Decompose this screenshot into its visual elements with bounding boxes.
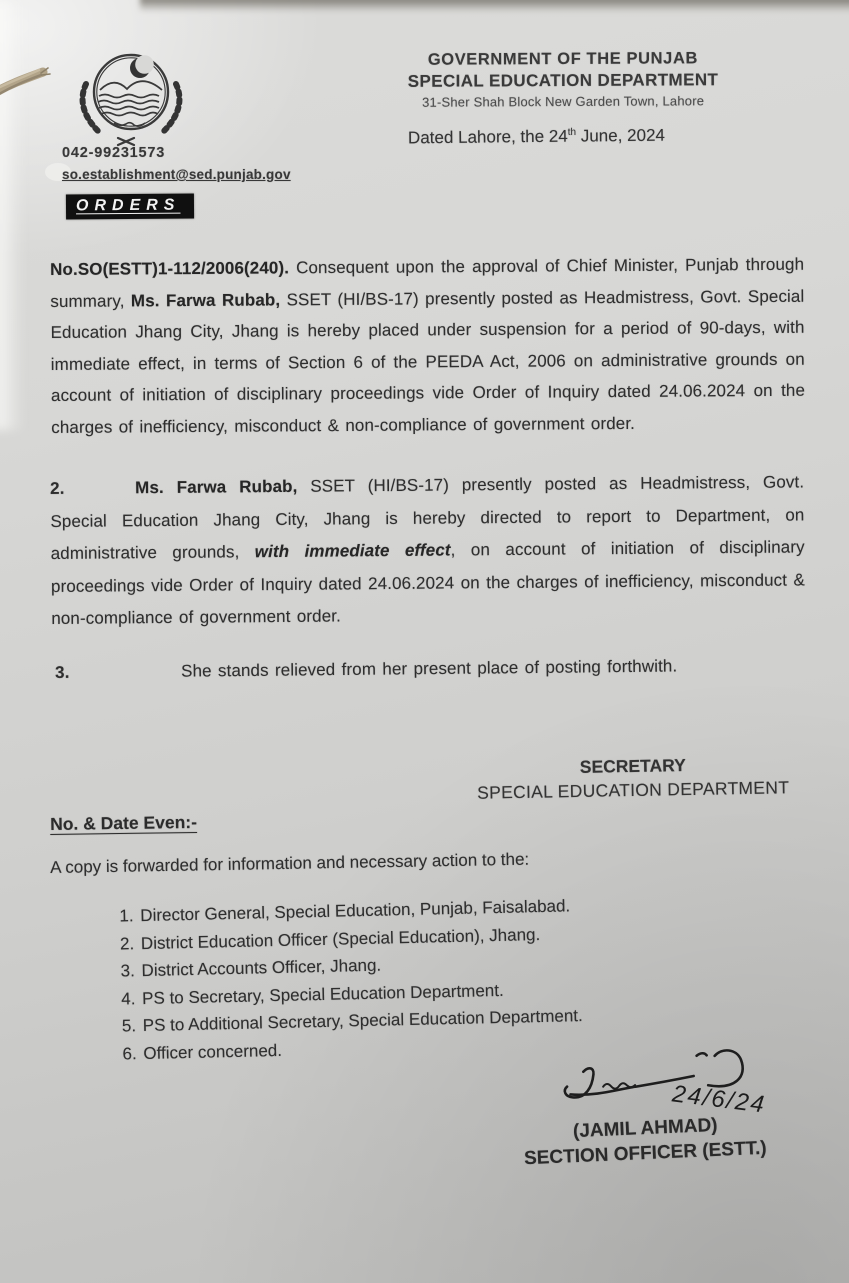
- paragraph-number: 3.: [55, 662, 70, 682]
- distribution-item: 2. District Education Officer (Special Education), Jhang.: [139, 915, 789, 957]
- distribution-item: 4. PS to Secretary, Special Education Department.: [140, 970, 790, 1012]
- order-paragraph-2: [50, 466, 805, 635]
- punjab-government-emblem-icon: [66, 48, 194, 150]
- date-ordinal: th: [567, 126, 577, 139]
- number-date-even-heading: No. & Date Even:-: [50, 811, 198, 834]
- officer-name: Ms. Farwa Rubab,: [130, 289, 281, 310]
- immediate-effect-emphasis: with immediate effect: [254, 540, 451, 562]
- date-text: Dated Lahore, the 24: [407, 126, 568, 148]
- photo-top-edge-shadow: [140, 0, 849, 12]
- distribution-item: 1. Director General, Special Education, Punjab, Faisalabad.: [138, 887, 788, 929]
- handwritten-date: 24/6/24: [670, 1080, 768, 1119]
- para2-text-a: SSET (HI/BS-17) presently posted as Headmistress, Govt. Special Education Jhang City, Jhang is hereby directed to report to Department, on administrative grounds,: [50, 472, 805, 563]
- date-text-suffix: June, 2024: [575, 125, 666, 146]
- copy-forwarded-intro: A copy is forwarded for information and necessary action to the:: [50, 849, 530, 877]
- letterhead: [378, 49, 748, 110]
- orders-heading: [66, 194, 195, 220]
- signatory-name: (JAMIL AHMAD): [572, 1114, 718, 1143]
- authority-department: SPECIAL EDUCATION DEPARTMENT: [476, 777, 790, 803]
- government-title: GOVERNMENT OF THE PUNJAB: [427, 49, 699, 69]
- order-paragraph-3: [55, 655, 815, 683]
- distribution-list: [100, 887, 792, 1068]
- phone-number: 042-99231573: [62, 145, 166, 161]
- authority-title: SECRETARY: [579, 755, 686, 777]
- email-address: so.establishment@sed.punjab.gov: [62, 167, 291, 182]
- orders-heading-label: ORDERS: [75, 196, 181, 215]
- department-address: 31-Sher Shah Block New Garden Town, Lahore: [422, 93, 705, 110]
- para1-text-b: SSET (HI/BS-17) presently posted as Headmistress, Govt. Special Education Jhang City, Jhang is hereby placed under suspension for a period of 90-days, with immediate effect, in terms of Section 6 of the PEEDA Act, 2006 on administrative grounds on account of initiation of disciplinary proceedings vide Order of Inquiry dated 24.06.2024 on the charges of inefficiency, misconduct & non-compliance of government order.: [50, 286, 806, 437]
- signing-authority-block: [448, 751, 819, 805]
- para3-text: She stands relieved from her present place of posting forthwith.: [180, 656, 678, 681]
- order-paragraph-1: [50, 249, 805, 443]
- order-reference-number: No.SO(ESTT)1-112/2006(240).: [50, 258, 290, 279]
- paragraph-number: 2.: [50, 478, 65, 498]
- distribution-item: 5. PS to Additional Secretary, Special Education Department.: [140, 997, 790, 1039]
- department-title: SPECIAL EDUCATION DEPARTMENT: [407, 70, 719, 91]
- contact-block: [62, 143, 291, 185]
- distribution-item: 3. District Accounts Officer, Jhang.: [139, 942, 789, 984]
- signatory-title: SECTION OFFICER (ESTT.): [523, 1137, 768, 1170]
- officer-name: Ms. Farwa Rubab,: [135, 476, 298, 498]
- para2-text-b: , on account of initiation of disciplinary proceedings vide Order of Inquiry dated 24.06.2024 on the charges of inefficiency, misconduct & non-compliance of government order.: [50, 537, 806, 628]
- letter-date: [408, 126, 665, 149]
- para1-text-a: Consequent upon the approval of Chief Minister, Punjab through summary,: [50, 254, 805, 311]
- distribution-item: 6. Officer concerned.: [141, 1025, 791, 1067]
